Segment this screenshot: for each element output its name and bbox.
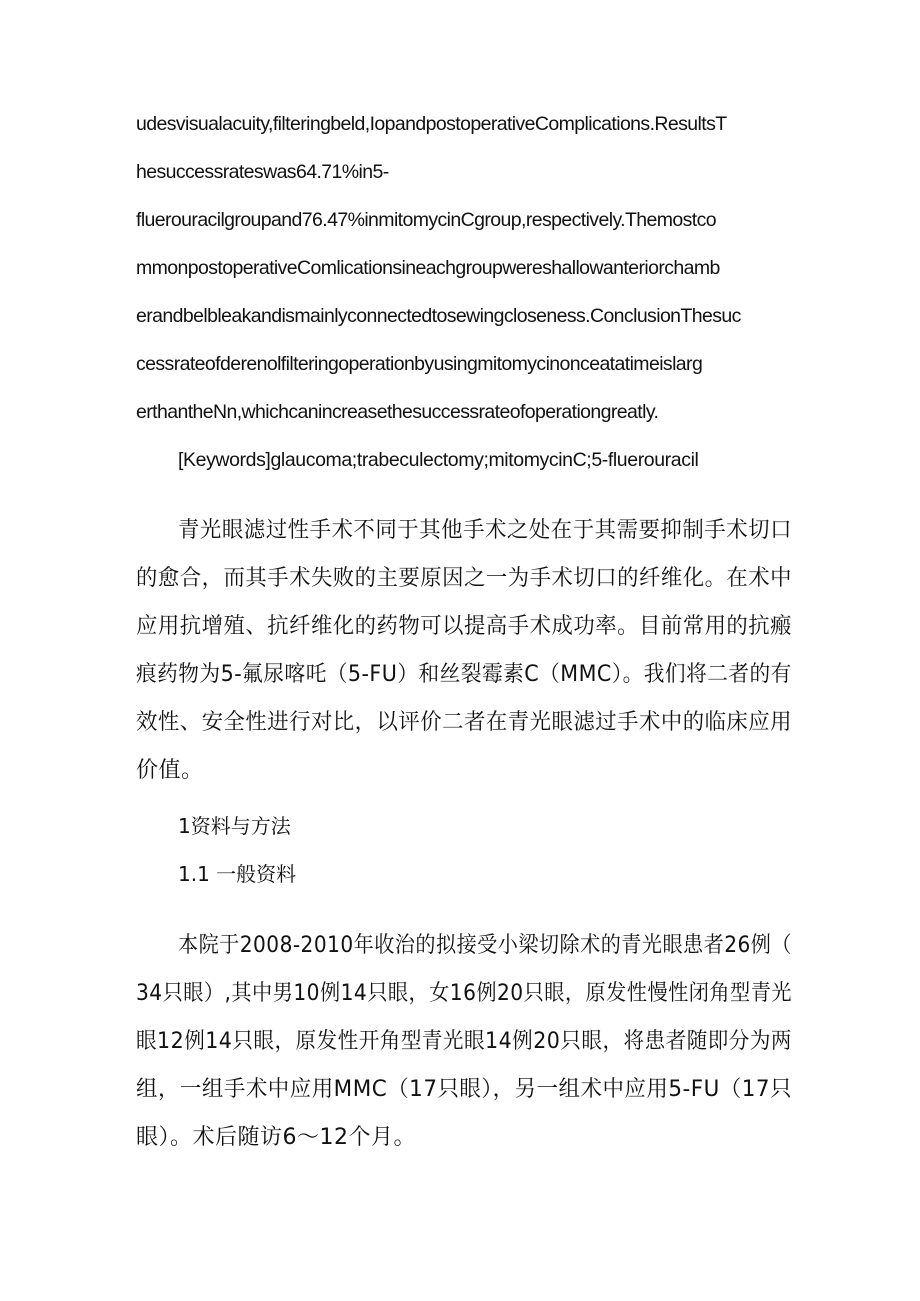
- keywords-line: [Keywords]glaucoma;trabeculectomy;mitomycinC;5-fluerouracil: [178, 449, 699, 471]
- intro-line: 应用抗增殖、抗纤维化的药物可以提高手术成功率。目前常用的抗瘢: [136, 614, 793, 639]
- body-line: 34只眼）,其中男10例14只眼，女16例20只眼，原发性慢性闭角型青光: [136, 981, 792, 1006]
- intro-line: 的愈合，而其手术失败的主要原因之一为手术切口的纤维化。在术中: [136, 566, 793, 591]
- abstract-line: udesvisualacuity,filteringbeld,IopandpostoperativeComplications.ResultsT: [136, 113, 727, 135]
- body-line: 眼）。术后随访6～12个月。: [136, 1125, 416, 1150]
- intro-line: 痕药物为5-氟尿喀吒（5-FU）和丝裂霉素C（MMC）。我们将二者的有: [136, 662, 792, 687]
- abstract-line: cessrateofderenolfilteringoperationbyusingmitomycinonceatatimeislarg: [136, 353, 703, 375]
- body-line: 本院于2008-2010年收治的拟接受小梁切除术的青光眼患者26例（: [178, 933, 792, 958]
- abstract-line: hesuccessrateswas64.71%in5-: [136, 161, 389, 183]
- abstract-line: erthantheNn,whichcanincreasethesuccessrateofoperationgreatly.: [136, 401, 659, 423]
- intro-line: 效性、安全性进行对比，以评价二者在青光眼滤过手术中的临床应用: [136, 710, 793, 735]
- abstract-line: erandbelbleakandismainlyconnectedtosewingcloseness.ConclusionThesuc: [136, 305, 741, 327]
- body-line: 组，一组手术中应用MMC（17只眼），另一组术中应用5-FU（17只: [136, 1077, 793, 1102]
- intro-line: 价值。: [136, 758, 204, 783]
- section-heading: 1资料与方法: [178, 814, 291, 838]
- body-line: 眼12例14只眼，原发性开角型青光眼14例20只眼，将患者随即分为两: [136, 1029, 792, 1054]
- subsection-heading: 1.1 一般资料: [178, 862, 297, 886]
- abstract-line: mmonpostoperativeComlicationsineachgroupwereshallowanteriorchamb: [136, 257, 720, 279]
- intro-line: 青光眼滤过性手术不同于其他手术之处在于其需要抑制手术切口: [178, 518, 793, 543]
- abstract-line: fluerouracilgroupand76.47%inmitomycinCgroup,respectively.Themostco: [136, 209, 717, 231]
